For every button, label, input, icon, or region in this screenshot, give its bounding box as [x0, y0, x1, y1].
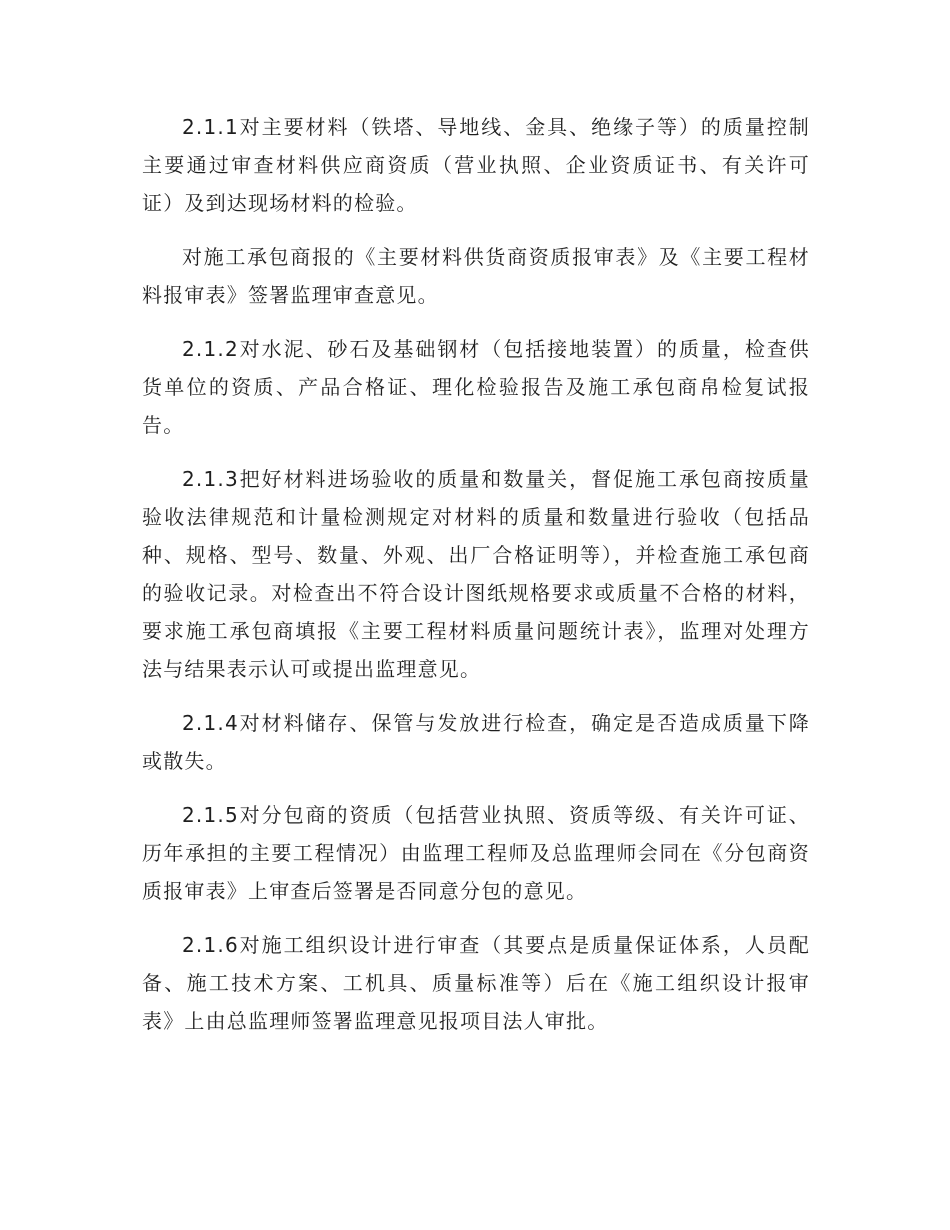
paragraph-2-1-6: 2.1.6对施工组织设计进行审查（其要点是质量保证体系，人员配备、施工技术方案、工机具、质量标准等）后在《施工组织设计报审表》上由总监理师签署监理意见报项目法人审批。	[142, 933, 810, 1033]
paragraph-2-1-5: 2.1.5对分包商的资质（包括营业执照、资质等级、有关许可证、历年承担的主要工程情况）由监理工程师及总监理师会同在《分包商资质报审表》上审查后签署是否同意分包的意见。	[142, 803, 810, 903]
paragraph-2-1-1: 2.1.1对主要材料（铁塔、导地线、金具、绝缘子等）的质量控制主要通过审查材料供应商资质（营业执照、企业资质证书、有关许可证）及到达现场材料的检验。	[142, 115, 810, 215]
paragraph-2-1-4: 2.1.4对材料储存、保管与发放进行检查，确定是否造成质量下降或散失。	[142, 711, 810, 773]
paragraph-supplier-review: 对施工承包商报的《主要材料供货商资质报审表》及《主要工程材料报审表》签署监理审查意见。	[142, 245, 810, 307]
paragraph-2-1-2: 2.1.2对水泥、砂石及基础钢材（包括接地装置）的质量，检查供货单位的资质、产品合格证、理化检验报告及施工承包商帛检复试报告。	[142, 337, 810, 437]
document-body	[142, 108, 810, 1056]
paragraph-2-1-3: 2.1.3把好材料进场验收的质量和数量关，督促施工承包商按质量验收法律规范和计量检测规定对材料的质量和数量进行验收（包括品种、规格、型号、数量、外观、出厂合格证明等），并检查施工承包商的验收记录。对检查出不符合设计图纸规格要求或质量不合格的材料，要求施工承包商填报《主要工程材料质量问题统计表》，监理对处理方法与结果表示认可或提出监理意见。	[142, 467, 810, 681]
